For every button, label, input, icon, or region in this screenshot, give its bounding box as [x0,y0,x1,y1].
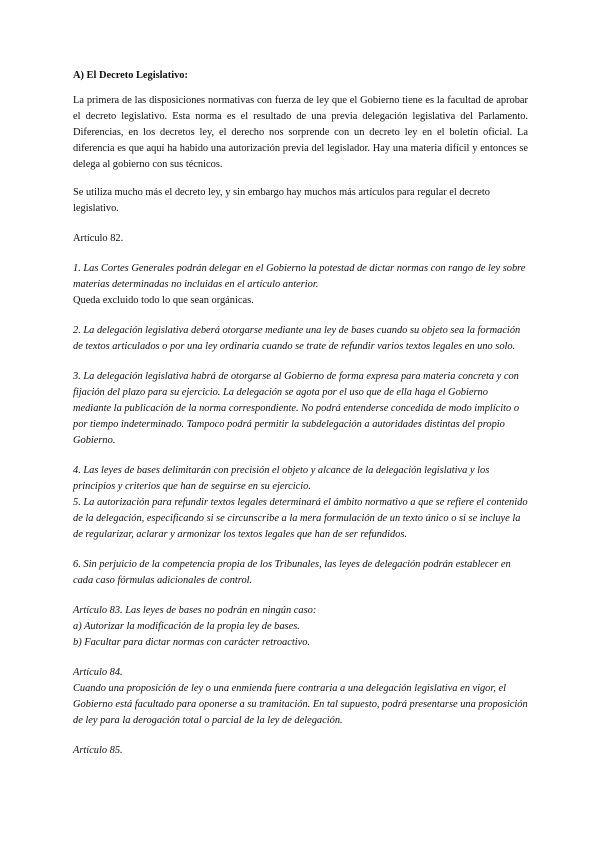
article-83-item-b: b) Facultar para dictar normas con carácter retroactivo. [73,637,311,648]
intro-paragraph-1: La primera de las disposiciones normativas con fuerza de ley que el Gobierno tiene es la facultad de aprobar el decreto legislativo. Esta norma es el resultado de una previa delegación legislativa del Parlamento. Diferencias, en los decretos ley, el derecho nos sorprende con un decreto ley en el boletín oficial. La diferencia es que aquí ha habido una autorización previa del legislador. Hay una materia difícil y entonces se delega al gobierno con sus técnicos. [73,95,528,170]
article-84 [73,665,528,729]
article-83-item-a: a) Autorizar la modificación de la propia ley de bases. [73,621,300,632]
article-82-paragraph-3: 3. La delegación legislativa habrá de otorgarse al Gobierno de forma expresa para materia concreta y con fijación del plazo para su ejercicio. La delegación se agota por el uso que de ella haga el Gobierno mediante la publicación de la norma correspondiente. No podrá entenderse concedida de modo implícito o por tiempo indeterminado. Tampoco podrá permitir la subdelegación a autoridades distintas del propio Gobierno. [73,371,520,446]
article-84-text: Cuando una proposición de ley o una enmienda fuere contraria a una delegación legislativa en vigor, el Gobierno está facultado para oponerse a su tramitación. En tal supuesto, podrá presentarse una proposición de ley para la derogación total o parcial de la ley de delegación. [73,683,528,726]
article-82-paragraph-1: 1. Las Cortes Generales podrán delegar en el Gobierno la potestad de dictar normas con rango de ley sobre materias determinadas no incluidas en el artículo anterior. [73,263,526,290]
article-82-paragraph-4: 4. Las leyes de bases delimitarán con precisión el objeto y alcance de la delegación legislativa y los principios y criterios que han de seguirse en su ejercicio. [73,465,490,492]
document-body [73,68,528,759]
article-82-paragraph-5: 5. La autorización para refundir textos legales determinará el ámbito normativo a que se refiere el contenido de la delegación, especificando si se circunscribe a la mera formulación de un texto único o si se incluye la de regularizar, aclarar y armonizar los textos legales que han de ser refundidos. [73,497,528,540]
article-84-title: Artículo 84. [73,667,123,678]
article-83 [73,603,528,651]
section-heading: A) El Decreto Legislativo: [73,70,188,81]
article-82-note: Queda excluido todo lo que sean orgánicas. [73,295,254,306]
article-82-title: Artículo 82. [73,233,124,244]
article-83-title: Artículo 83. Las leyes de bases no podrán en ningún caso: [73,605,317,616]
article-82-paragraph-6: 6. Sin perjuicio de la competencia propia de los Tribunales, las leyes de delegación podrán establecer en cada caso fórmulas adicionales de control. [73,559,511,586]
article-82-paragraph-2: 2. La delegación legislativa deberá otorgarse mediante una ley de bases cuando su objeto sea la formación de textos articulados o por una ley ordinaria cuando se trate de refundir varios textos legales en uno solo. [73,325,521,352]
article-82-sections-4-5 [73,463,528,543]
article-85-title: Artículo 85. [73,745,123,756]
intro-paragraph-2: Se utiliza mucho más el decreto ley, y sin embargo hay muchos más artículos para regular el decreto legislativo. [73,187,490,214]
article-82-section-1 [73,261,528,309]
